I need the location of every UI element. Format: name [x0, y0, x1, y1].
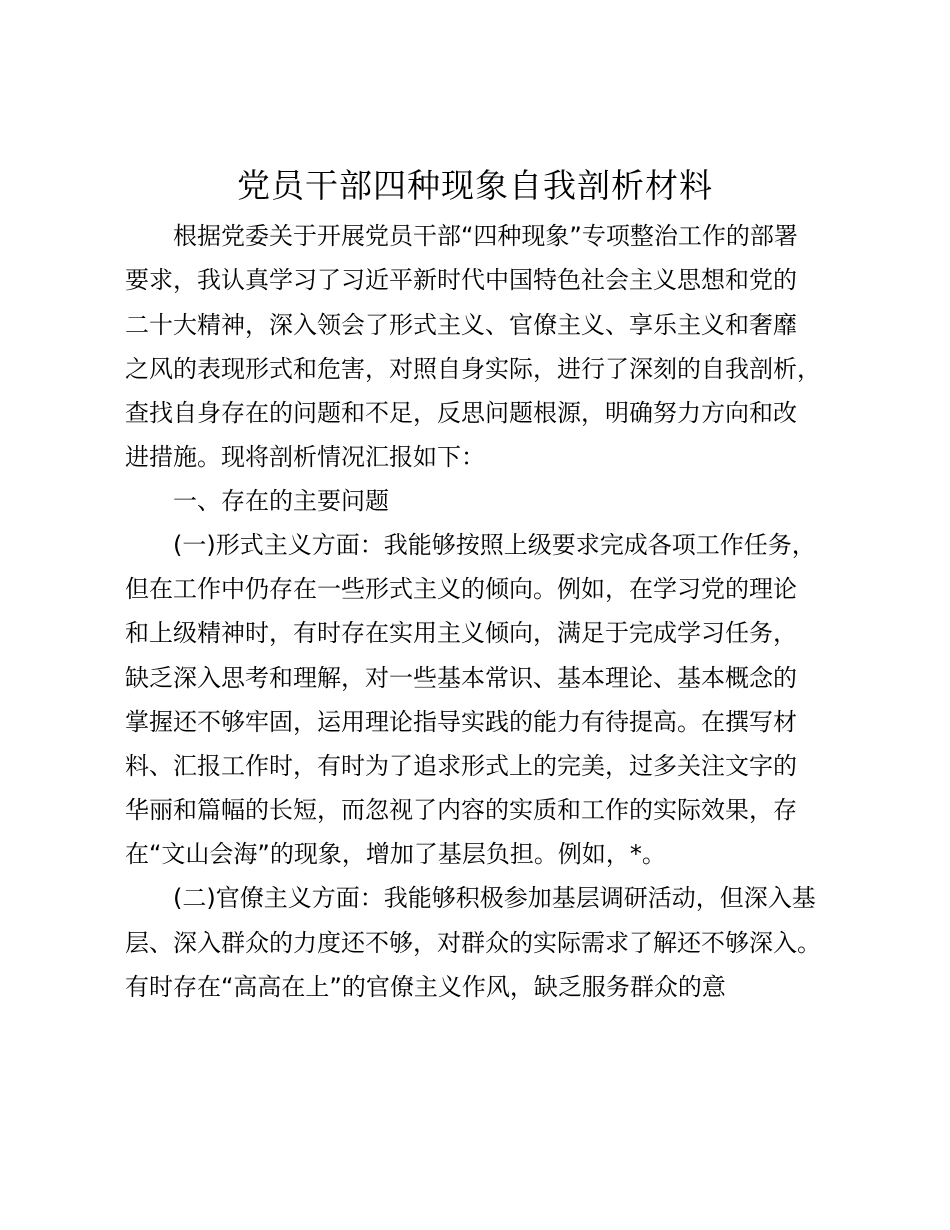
paragraph-formalism-line-8: 在“文山会海”的现象，增加了基层负担。例如，*。 [125, 840, 666, 868]
document-title: 党员干部四种现象自我剖析材料 [237, 166, 713, 205]
paragraph-formalism-line-3: 和上级精神时，有时存在实用主义倾向，满足于完成学习任务， [125, 619, 797, 647]
paragraph-formalism-line-5: 掌握还不够牢固，运用理论指导实践的能力有待提高。在撰写材 [125, 708, 797, 736]
paragraph-bureaucratism-line-3: 有时存在“高高在上”的官僚主义作风，缺乏服务群众的意 [125, 973, 726, 1001]
paragraph-intro-line-4: 之风的表现形式和危害，对照自身实际，进行了深刻的自我剖析， [125, 355, 821, 383]
paragraph-formalism-line-6: 料、汇报工作时，有时为了追求形式上的完美，过多关注文字的 [125, 752, 797, 780]
paragraph-formalism-line-1: (一)形式主义方面：我能够按照上级要求完成各项工作任务， [173, 531, 816, 559]
section-heading: 一、存在的主要问题 [173, 487, 389, 515]
paragraph-intro-line-6: 进措施。现将剖析情况汇报如下： [125, 443, 485, 471]
paragraph-intro-line-1: 根据党委关于开展党员干部“四种现象”专项整治工作的部署 [173, 222, 798, 250]
paragraph-intro-line-5: 查找自身存在的问题和不足，反思问题根源，明确努力方向和改 [125, 399, 797, 427]
paragraph-intro-line-2: 要求，我认真学习了习近平新时代中国特色社会主义思想和党的 [125, 266, 797, 294]
paragraph-formalism-line-7: 华丽和篇幅的长短，而忽视了内容的实质和工作的实际效果，存 [125, 796, 797, 824]
paragraph-formalism-line-4: 缺乏深入思考和理解，对一些基本常识、基本理论、基本概念的 [125, 664, 797, 692]
paragraph-intro-line-3: 二十大精神，深入领会了形式主义、官僚主义、享乐主义和奢靡 [125, 311, 797, 339]
paragraph-bureaucratism-line-1: (二)官僚主义方面：我能够积极参加基层调研活动，但深入基 [173, 884, 816, 912]
paragraph-formalism-line-2: 但在工作中仍存在一些形式主义的倾向。例如，在学习党的理论 [125, 575, 797, 603]
paragraph-bureaucratism-line-2: 层、深入群众的力度还不够，对群众的实际需求了解还不够深入。 [125, 929, 821, 957]
